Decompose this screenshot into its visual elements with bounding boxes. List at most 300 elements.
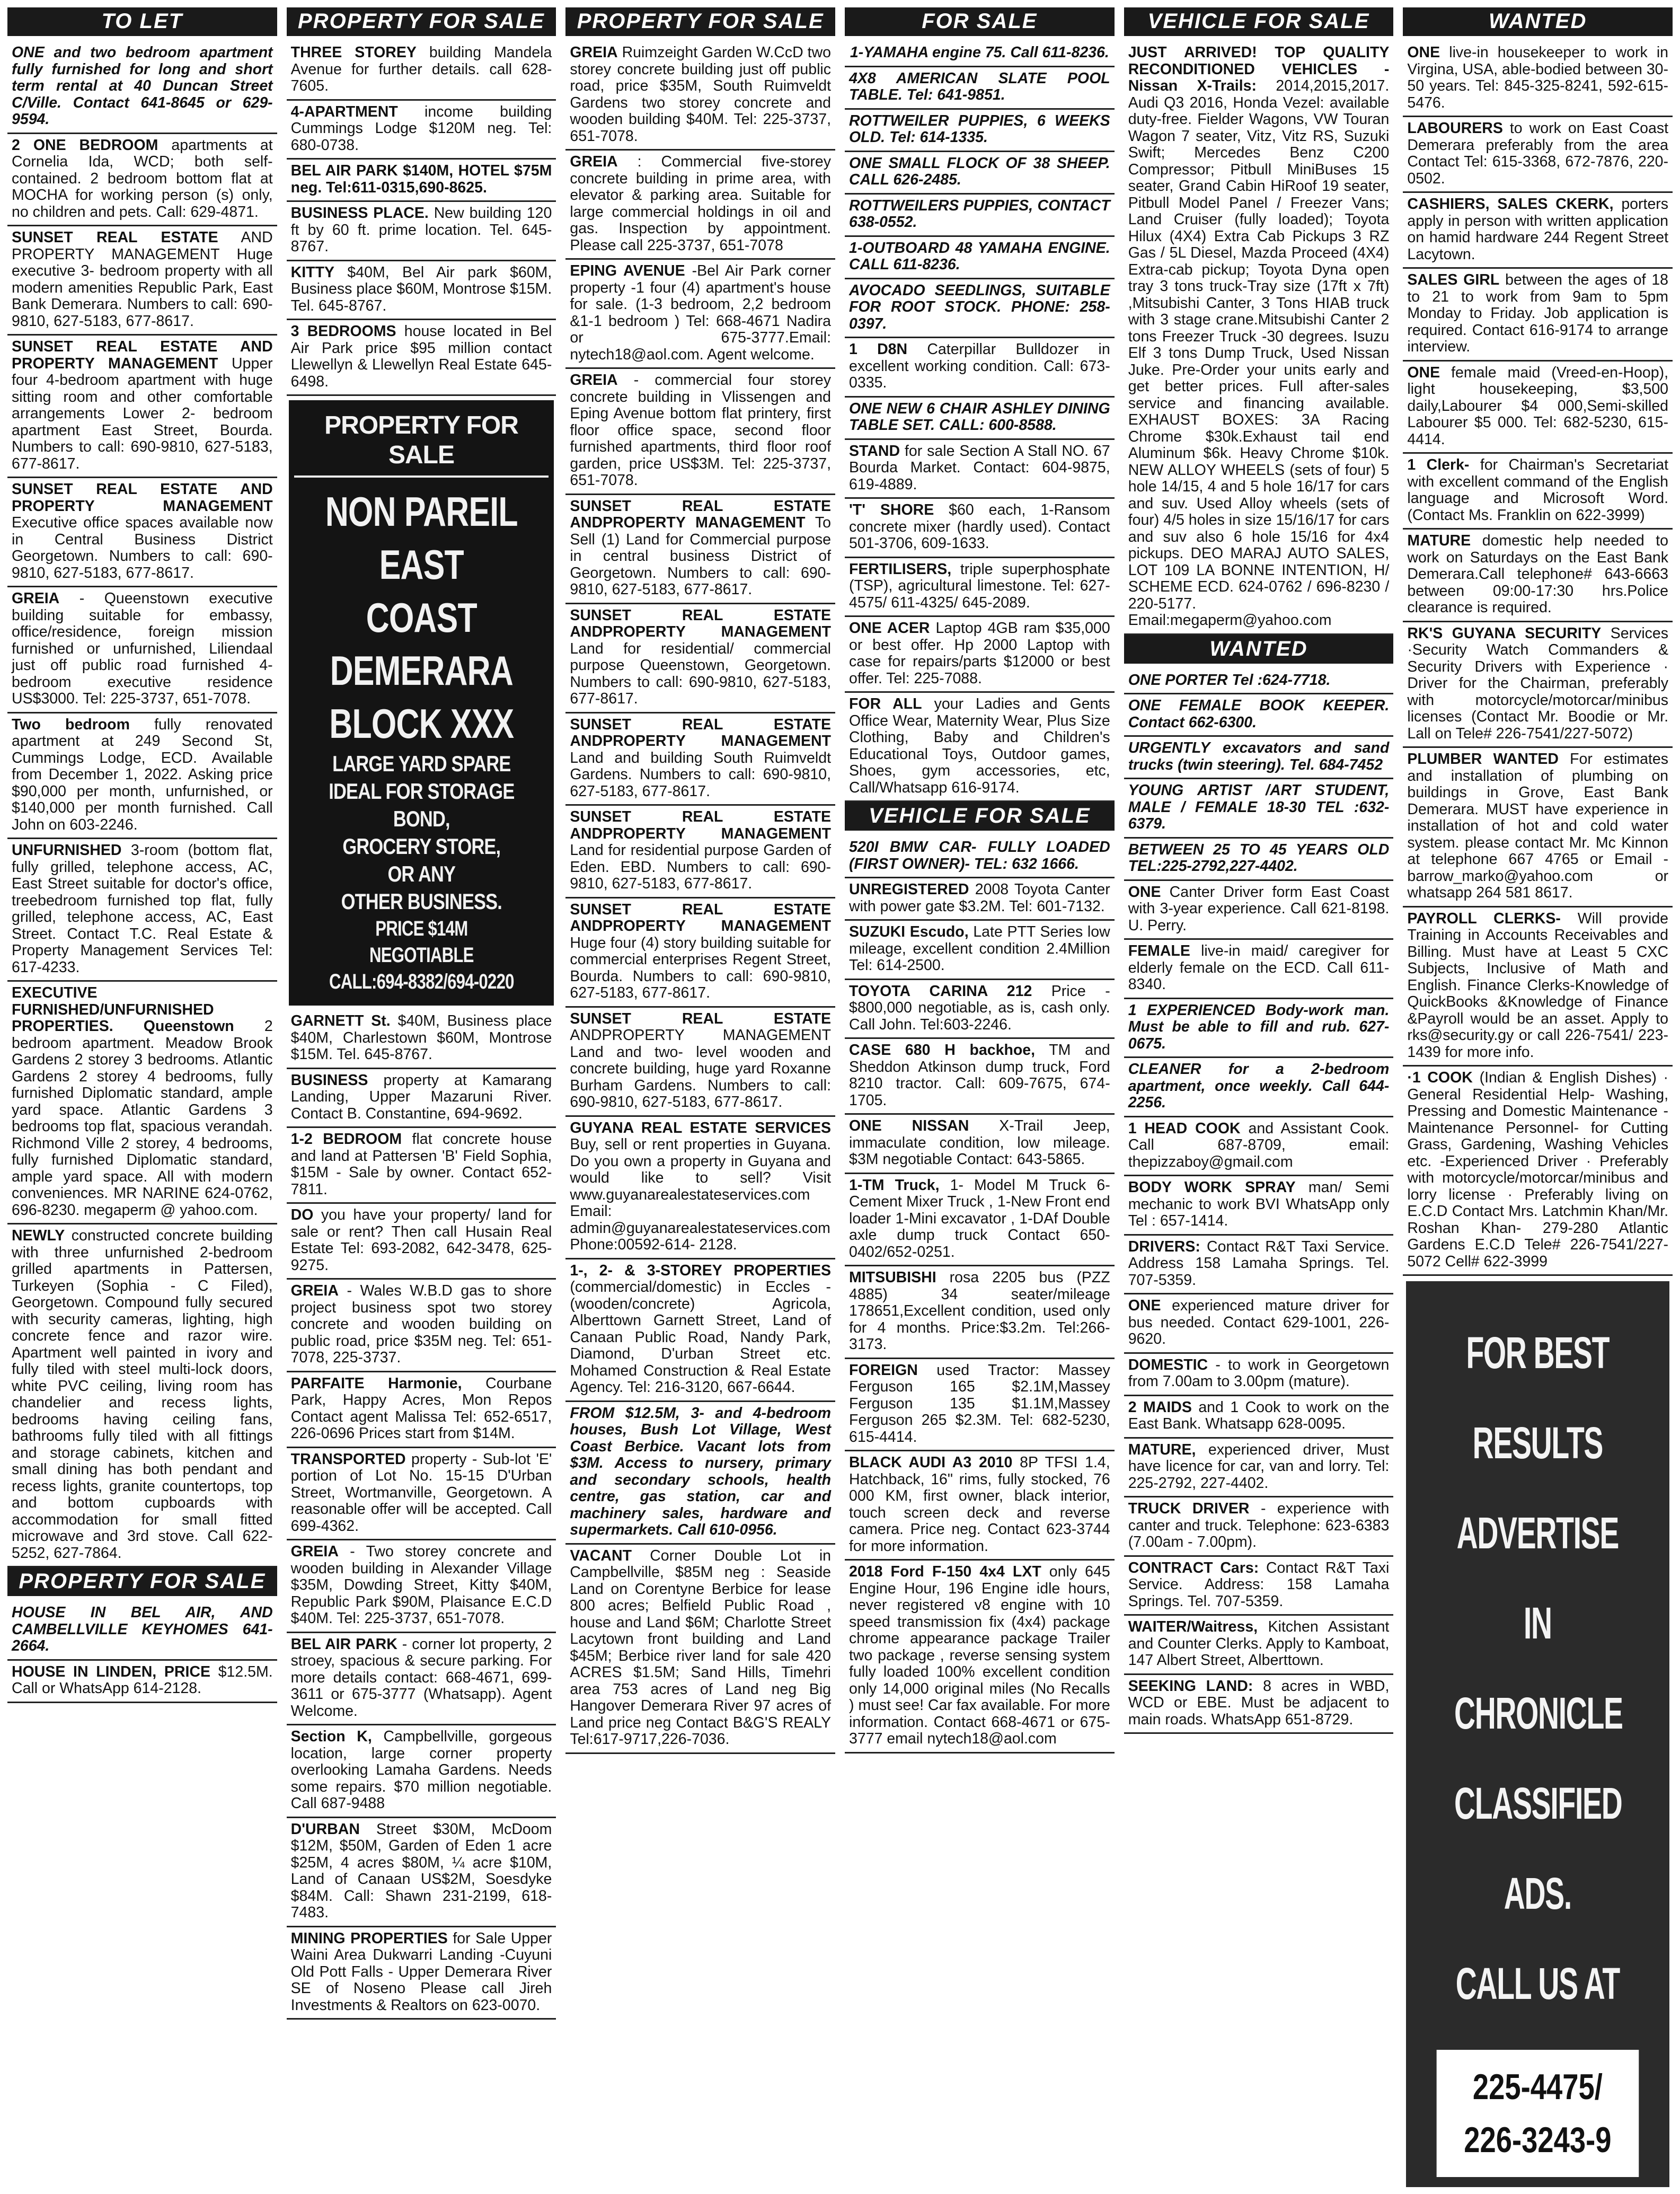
classified-ad — [7, 982, 277, 1224]
advert-line: CLASSIFIED ADS. — [1454, 1778, 1622, 1918]
classified-ad — [845, 1451, 1115, 1561]
ad-text: AND PROPERTY MANAGEMENT Huge executive 3- bedroom property with all modern amenities Republic Park, East Bank Demerara. Numbers to call: 690-9810, 627-5183, 677-8617. — [12, 229, 273, 330]
ad-text: Price - $800,000 negotiable, as is, cash only. Call John. Tel:603-2246. — [849, 982, 1110, 1033]
classified-ad — [1124, 1058, 1394, 1117]
classified-ad — [287, 1128, 556, 1204]
ad-text: - commercial four storey concrete building in Vlissengen and Eping Avenue bottom flat printery, first floor office space, second floor furnished apartments, third floor roof garden, price US$3M. Tel: 225-3737, 651-7078. — [570, 372, 832, 489]
ad-text: URGENTLY excavators and sand trucks (twin steering). Tel. 684-7452 — [1128, 739, 1390, 773]
ad-lead: GREIA — [570, 153, 618, 170]
ad-lead: SALES GIRL — [1407, 271, 1500, 288]
classified-ad — [565, 898, 835, 1008]
ad-text: experienced driver, Must have licence for car, van and lorry. Tel: 225-2792, 227-4402. — [1128, 1441, 1390, 1492]
advert-line: CALL US AT — [1456, 1959, 1620, 2008]
ad-text: ROTTWEILERS PUPPIES, CONTACT 638-0552. — [849, 197, 1110, 231]
classified-ad — [1124, 737, 1394, 779]
ad-lead: SUNSET REAL ESTATE — [570, 1010, 832, 1027]
classified-ad — [565, 260, 835, 369]
display-ad-line: DEMERARA — [330, 647, 513, 694]
classified-ad — [845, 1115, 1115, 1174]
ad-text: property at Kamarang Landing, Upper Mazaruni River. Contact B. Constantine, 694-9692. — [290, 1071, 552, 1122]
classified-ad — [565, 1008, 835, 1117]
classified-ad — [287, 41, 556, 101]
classified-ad — [845, 921, 1115, 980]
advert-phone — [1437, 2050, 1639, 2177]
classified-ad — [1403, 907, 1673, 1067]
section-heading: VEHICLE FOR SALE — [1124, 7, 1394, 36]
classified-ad — [287, 1633, 556, 1726]
ad-lead: BUSINESS PLACE. — [290, 205, 429, 222]
ad-text: and 1 Cook to work on the East Bank. Whatsapp 628-0095. — [1128, 1398, 1390, 1432]
display-ad-price: PRICE $14M NEGOTIABLE — [369, 917, 474, 967]
classified-ad — [565, 41, 835, 151]
ad-lead: FEMALE — [1128, 942, 1190, 959]
classified-ad — [845, 980, 1115, 1039]
classified-ad — [1124, 1354, 1394, 1396]
classified-ad — [1403, 748, 1673, 907]
section-heading: PROPERTY FOR SALE — [287, 7, 556, 36]
ad-text: AVOCADO SEEDLINGS, SUITABLE FOR ROOT STOCK. PHONE: 258-0397. — [849, 281, 1110, 332]
ad-text: $40M, Bel Air park $60M, Business place $60M, Montrose $15M. Tel. 645-8767. — [290, 263, 552, 314]
ad-text: you have your property/ land for sale or rent? Then call Husain Real Estate Tel: 693-2082, 642-3478, 625-9275. — [290, 1206, 552, 1274]
ad-lead: 1 Clerk- — [1407, 456, 1470, 473]
ad-text: constructed concrete building with three unfurnished 2-bedroom grilled apartments in Pattersen, Turkeyen (Sophia - C Filed), Georgetown. Compound fully secured with security cameras, lighting, high concrete fence and razor wire. Apartment well painted in ivory and fully tiled with steel multi-lock doors, white PVC ceiling, living room has chandelier and recess lights, bedrooms having ceiling fans, bathrooms fully tiled with all fittings and storage cabinets, kitchen and small dining has both pendant and recess lights, granite countertops, top and bottom cupboards with accommodation for small fitted microwave and 3rd stove. Call 622-5252, 627-7864. — [12, 1227, 273, 1562]
classified-ad — [565, 1545, 835, 1754]
ad-lead: D'URBAN — [290, 1820, 360, 1838]
ad-lead: VACANT — [570, 1547, 632, 1564]
ad-text: only 645 Engine Hour, 196 Engine idle hours, never registered v8 engine with 10 speed transmission fix (4x4) package chrome appearance package Trailer two package , reverse sensing system fully loaded 100% excellent condition only 14,000 original miles (No Recalls ) must see! Car fax available. For more information. Contact 668-4671 or 675-3777 email nytech18@aol.com — [849, 1563, 1110, 1747]
classified-ad — [845, 279, 1115, 339]
ad-lead: SEEKING LAND: — [1128, 1677, 1253, 1695]
classified-ad — [7, 478, 277, 587]
display-ad-sub: IDEAL FOR STORAGE — [328, 779, 515, 804]
classified-ad — [1124, 1117, 1394, 1177]
classified-ad — [845, 499, 1115, 558]
classified-ad — [1124, 1557, 1394, 1616]
ad-text: - Queenstown executive building suitable for embassy, office/residence, foreign mission furnished or unfurnished, Liliendaal just off public road furnished 4-bedroom executive residence US$3000. Tel: 225-3737, 651-7078. — [12, 590, 273, 707]
ad-lead: PAYROLL CLERKS- — [1407, 910, 1561, 927]
classified-ad — [845, 67, 1115, 110]
ad-text: ONE and two bedroom apartment fully furnished for long and short term rental at 40 Duncan Street C/Ville. Contact 641-8645 or 629-9594. — [12, 44, 273, 128]
classified-ad — [7, 226, 277, 336]
ad-text: Street $30M, McDoom $12M, $50M, Garden of Eden 1 acre $25M, 4 acres $80M, ¼ acre $10M, Land of Canaan US$2M, Soesdyke $84M. Call: Shawn 231-2199, 618-7483. — [290, 1820, 552, 1921]
classified-ad — [1403, 362, 1673, 454]
classified-ad — [845, 1174, 1115, 1267]
classified-ad — [7, 713, 277, 840]
ad-text: Laptop 4GB ram $35,000 or best offer. Hp 2000 Laptop with case for repairs/parts $12000 or best offer. Tel: 225-7088. — [849, 620, 1110, 687]
classified-ad — [845, 237, 1115, 279]
classified-ad — [287, 1448, 556, 1541]
ad-lead: SUNSET REAL ESTATE ANDPROPERTY MANAGEMENT — [570, 716, 832, 750]
classified-ad — [1124, 694, 1394, 737]
ad-text: for sale Section A Stall NO. 67 Bourda Market. Contact: 604-9875, 619-4889. — [849, 442, 1110, 493]
ad-lead: 'T' SHORE — [849, 501, 934, 518]
ad-text: used Tractor: Massey Ferguson 165 $2.1M,Massey Ferguson 135 $1.1M,Massey Ferguson 265 $2.3M. Tel: 682-5230, 615-4414. — [849, 1361, 1110, 1446]
ad-lead: GARNETT St. — [290, 1012, 391, 1029]
ad-lead: ONE — [1128, 883, 1161, 901]
ad-lead: GUYANA REAL ESTATE SERVICES — [570, 1119, 832, 1136]
classified-ad — [845, 195, 1115, 237]
ad-text: Upper four 4-bedroom apartment with huge sitting room and other comfortable arrangements Lower 2- bedroom apartment East Street, Bourda. Numbers to call: 690-9810, 627-5183, 677-8617. — [12, 355, 273, 472]
ad-text: 1- Model M Truck 6-Cement Mixer Truck , 1-New Front end loader 1-Mini excavator , 1-DAf Double axle dump truck Contact 650-0402/652-0251. — [849, 1176, 1110, 1261]
ad-text: 4X8 AMERICAN SLATE POOL TABLE. Tel: 641-9851. — [849, 69, 1110, 103]
ad-lead: MATURE, — [1128, 1441, 1196, 1458]
section-heading: PROPERTY FOR SALE — [565, 7, 835, 36]
ad-lead: CASHIERS, SALES CKERK, — [1407, 196, 1614, 213]
ad-lead: Section K, — [290, 1728, 372, 1745]
ad-text: $40M, Business place $40M, Charlestown $60M, Montrose $15M. Tel. 645-8767. — [290, 1012, 552, 1063]
classified-ad — [1403, 269, 1673, 362]
classified-ad — [1124, 779, 1394, 839]
ad-text: CLEANER for a 2-bedroom apartment, once weekly. Call 644-2256. — [1128, 1061, 1390, 1111]
classified-ad — [7, 41, 277, 134]
classified-ad — [287, 1280, 556, 1372]
column-property-for-sale-2 — [565, 7, 835, 2187]
ad-text: 2008 Toyota Canter with power gate $3.2M. Tel: 601-7132. — [849, 881, 1110, 915]
classified-ad — [1124, 839, 1394, 881]
ad-lead: GREIA — [570, 372, 618, 389]
ad-text: Campbellville, gorgeous location, large corner property overlooking Lamaha Gardens. Needs some repairs. $70 million negotiable. Call 687-9488 — [290, 1728, 552, 1812]
ad-lead: DO — [290, 1206, 314, 1223]
classified-ad — [565, 1117, 835, 1259]
ad-lead: BLACK AUDI A3 2010 — [849, 1454, 1013, 1471]
classified-ad — [845, 152, 1115, 195]
ad-text: - experience with canter and truck. Telephone: 623-6383 (7.00am - 7.00pm). — [1128, 1500, 1390, 1550]
ad-lead: 2 ONE BEDROOM — [12, 136, 158, 154]
display-ad-line: NON PAREIL — [325, 488, 518, 535]
classified-ad — [1124, 1396, 1394, 1439]
ad-lead: BUSINESS — [290, 1071, 368, 1089]
ad-lead: SUNSET REAL ESTATE ANDPROPERTY MANAGEMENT — [570, 808, 832, 842]
ad-lead: 4-APARTMENT — [290, 103, 398, 120]
ad-lead: 1 D8N — [849, 341, 908, 358]
ad-lead: JUST ARRIVED! TOP QUALITY RECONDITIONED VEHICLES - Nissan X-Trails: — [1128, 44, 1390, 94]
ad-text: To Sell (1) Land for Commercial purpose in central business District of Georgetown. Numbers to call: 690-9810, 627-5183, 677-8617. — [570, 514, 832, 598]
ad-text: : Commercial five-storey concrete building in prime area, with elevator & parking area. Suitable for large commercial holdings in oil and gas. Inspection by appointment. Please call 225-3737, 651-7078 — [570, 153, 832, 254]
classified-ad — [1403, 193, 1673, 269]
property-display-ad — [289, 400, 554, 1006]
classified-ad — [287, 1372, 556, 1448]
classified-ad — [287, 1010, 556, 1069]
ad-text: ANDPROPERTY MANAGEMENT Land and two- level wooden and concrete building, huge yard Roxanne Burham Gardens. Numbers to call: 690-9810, 627-5183, 677-8617. — [570, 1027, 832, 1111]
ad-lead: ONE — [1407, 364, 1440, 381]
classified-ad — [287, 1069, 556, 1129]
ad-text: $12.5M. Call or WhatsApp 614-2128. — [12, 1663, 273, 1697]
classified-ad — [845, 878, 1115, 921]
classified-ad — [1124, 940, 1394, 999]
classified-ad — [287, 202, 556, 261]
ad-lead: ONE NISSAN — [849, 1117, 969, 1134]
ad-text: 520I BMW CAR- FULLY LOADED (FIRST OWNER)- TEL: 632 1666. — [849, 839, 1110, 873]
ad-text: 2 bedroom apartment. Meadow Brook Gardens 2 storey 3 bedrooms. Atlantic Gardens 2 storey 4 bedrooms, fully furnished Diplomatic standard, ample yard space. Atlantic Gardens 3 bedrooms top flat, spacious verandah. Richmond Ville 2 storey, 4 bedrooms, fully furnished Diplomatic standard, ample yard space. All with modern conveniences. MR NARINE 624-0762, 696-8230. megaperm @ yahoo.com. — [12, 1018, 273, 1219]
column-wanted — [1403, 7, 1673, 2187]
ad-text: Executive office spaces available now in Central Business District Georgetown. Numbers to call: 690-9810, 627-5183, 677-8617. — [12, 514, 273, 581]
classified-ad — [287, 1204, 556, 1280]
ad-lead: RK'S GUYANA SECURITY — [1407, 624, 1602, 642]
display-ad-line: EAST COAST — [366, 541, 477, 641]
ad-lead: SUZUKI Escudo, — [849, 923, 969, 940]
ad-text: female maid (Vreed-en-Hoop), light housekeeping, $3,500 daily,Labourer $4 000,Semi-skilled Labourer $5 000. Tel: 682-5230, 615-4414. — [1407, 364, 1669, 448]
ad-text: ONE SMALL FLOCK OF 38 SHEEP. CALL 626-2485. — [849, 154, 1110, 188]
ad-text: 1 EXPERIENCED Body-work man. Must be able to fill and rub. 627-0675. — [1128, 1001, 1390, 1052]
classified-ad — [1124, 1616, 1394, 1675]
chronicle-advert — [1406, 1281, 1669, 2187]
ad-lead: PARFAITE Harmonie, — [290, 1374, 462, 1392]
classified-ad — [7, 134, 277, 227]
ad-text: porters apply in person with written application on hamid hardware 244 Regent Street Lacytown. — [1407, 196, 1669, 263]
ad-lead: HOUSE IN LINDEN, PRICE — [12, 1663, 210, 1680]
classified-ad — [287, 1540, 556, 1633]
ad-text: HOUSE IN BEL AIR, AND CAMBELLVILLE KEYHOMES 641-2664. — [12, 1604, 273, 1654]
ad-text: property - Sub-lot 'E' portion of Lot No. 15-15 D'Urban Street, Wortmanville, Georgetown. A reasonable offer will be accepted. Call 699-4362. — [290, 1450, 552, 1535]
ad-lead: 2 MAIDS — [1128, 1398, 1192, 1416]
display-ad-sub: OTHER BUSINESS. — [341, 889, 502, 914]
ad-text: 8P TFSI 1.4, Hatchback, 16" rims, fully stocked, 76 000 KM, first owner, black interior, touch screen deck and reverse camera. Price neg. Contact 623-3744 for more information. — [849, 1454, 1110, 1555]
ad-text: between the ages of 18 to 21 to work from 9am to 5pm Monday to Friday. Job application is required. Contact 616-9174 to arrange interview. — [1407, 271, 1669, 355]
classified-ad — [845, 398, 1115, 440]
classified-ad — [1403, 41, 1673, 117]
ad-text: For estimates and installation of plumbing on buildings in Grove, East Bank Demerara. MUST have experience in installation of hot and cold water system. please contact Mr. Mc Kinnon at telephone 667 4765 or Email - barrow_marko@yahoo.com or whatsapp 264 581 8617. — [1407, 751, 1669, 901]
ad-text: Ruimzeight Garden W.CcD two storey concrete building just off public road, price $35M, South Ruimveldt Gardens two storey concrete and wooden building $40M. Tel: 225-3737, 651-7078. — [570, 44, 832, 145]
classified-ad — [845, 617, 1115, 693]
section-heading: PROPERTY FOR SALE — [7, 1567, 277, 1596]
classified-ad — [1124, 1176, 1394, 1236]
ad-lead: TRUCK DRIVER — [1128, 1500, 1250, 1517]
classified-ad — [1124, 1675, 1394, 1734]
classified-ad — [845, 1039, 1115, 1115]
ad-lead: FOREIGN — [849, 1361, 918, 1379]
ad-lead: GREIA — [290, 1543, 339, 1560]
ad-text: experienced mature driver for bus needed. Contact 629-1001, 226-9620. — [1128, 1297, 1390, 1347]
ad-lead: 1-TM Truck, — [849, 1176, 940, 1194]
ad-text: Buy, sell or rent properties in Guyana. Do you own a property in Guyana and would like to sell? Visit www.guyanarealestateservices.com Email: admin@guyanarealestateservices.com Phone:00592-614- 2128. — [570, 1136, 832, 1253]
classified-ad — [845, 440, 1115, 499]
classified-ad — [565, 151, 835, 260]
ad-lead: KITTY — [290, 263, 334, 281]
ad-lead: ONE — [1128, 1297, 1161, 1314]
ad-text: ONE NEW 6 CHAIR ASHLEY DINING TABLE SET. CALL: 600-8588. — [849, 400, 1110, 434]
classified-ad — [565, 495, 835, 604]
ad-text: Land for residential/ commercial purpose Queenstown, Georgetown. Numbers to call: 690-9810, 627-5183, 677-8617. — [570, 640, 832, 707]
ad-lead: NEWLY — [12, 1227, 65, 1244]
section-heading: WANTED — [1124, 635, 1394, 664]
ad-lead: CONTRACT Cars: — [1128, 1559, 1259, 1576]
ad-text: 3-room (bottom flat, fully grilled, telephone access, AC, East Street suitable for doctor's office, treebedroom furnished top flat, fully grilled, telephone access, AC, East Street. Contact T.C. Real Estate & Property Management Services Tel: 617-4233. — [12, 842, 273, 976]
ad-text: ONE FEMALE BOOK KEEPER. Contact 662-6300. — [1128, 697, 1390, 731]
ad-text: Late PTT Series low mileage, excellent condition 2.4Million Tel: 614-2500. — [849, 923, 1110, 974]
ad-lead: SUNSET REAL ESTATE ANDPROPERTY MANAGEMENT — [570, 901, 832, 935]
display-ad-call: CALL:694-8382/694-0220 — [329, 970, 514, 993]
ad-text: for Chairman's Secretariat with excellent command of the English language and Microsoft Word. (Contact Ms. Franklin on 622-3999) — [1407, 456, 1669, 524]
column-to-let — [7, 7, 277, 2187]
ad-text: Corner Double Lot in Campbellville, $85M neg : Seaside Land on Corentyne Berbice for lease 800 acres; Belfield Public Road , house and Land $6M; Charlotte Street Lacytown front building and Land $45M; Berbice river land for sale 420 ACRES $1.5M; Sand Hills, Timehri area 753 acres of Land neg Big Hangover Demerara River 97 acres of Land price neg Contact B&G'S REALY Tel:617-9717,226-7036. — [570, 1547, 832, 1748]
ad-text: house located in Bel Air Park price $95 million contact Llewellyn & Llewellyn Real Estate 645-6498. — [290, 323, 552, 390]
ad-text: ONE PORTER Tel :624-7718. — [1128, 671, 1331, 689]
ad-text: your Ladies and Gents Office Wear, Maternity Wear, Plus Size Clothing, Baby and Children's Educational Toys, Outdoor games, Shoes, gym accessories, etc, Call/Whatsapp 616-9174. — [849, 695, 1110, 796]
section-heading: WANTED — [1403, 7, 1673, 36]
ad-lead: EXECUTIVE FURNISHED/UNFURNISHED PROPERTIES. Queenstown — [12, 984, 234, 1035]
classified-ad — [1124, 999, 1394, 1059]
ad-text: Canter Driver form East Coast with 3-year experience. Call 621-8198. U. Perry. — [1128, 883, 1390, 934]
ad-text: apartments at Cornelia Ida, WCD; both self-contained. 2 bedroom bottom flat at MOCHA for working person (s) only, no children and pets. Call: 629-4871. — [12, 136, 273, 221]
advert-line: IN CHRONICLE — [1454, 1598, 1623, 1738]
ad-lead: GREIA — [12, 590, 60, 607]
classified-ad — [845, 41, 1115, 67]
column-property-for-sale-1 — [287, 7, 556, 2187]
ad-lead: MINING PROPERTIES — [290, 1929, 448, 1947]
ad-text: TM and Sheddon Atkinson dump truck, Ford 8210 tractor. Call: 609-7675, 674-1705. — [849, 1042, 1110, 1109]
ad-lead: FERTILISERS, — [849, 560, 952, 578]
ad-text: (Indian & English Dishes) · General Residential Help- Washing, Pressing and Domestic Maintenance - Maintenance Personnel- for Cutting Grass, Gardening, Washing Vehicles etc. -Experienced Driver · Preferably with motorcycle/motorcar/minibus and lorry license · Preferably living on E.C.D Contact Mrs. Latchmin Khan/Mr. Roshan Khan- 279-280 Atlantic Gardens E.C.D Tele# 226-7541/227-5072 Cell# 622-3999 — [1407, 1069, 1669, 1270]
classified-ad — [845, 110, 1115, 152]
ad-lead: 1-2 BEDROOM — [290, 1131, 402, 1148]
classified-ad — [565, 604, 835, 713]
classified-ad — [845, 1359, 1115, 1452]
classified-ad — [565, 806, 835, 898]
ad-text: to work on East Coast Demerara preferably from the area Contact Tel: 615-3368, 672-7876, 220-0502. — [1407, 120, 1669, 187]
display-ad-line: BLOCK XXX — [329, 700, 514, 747]
section-heading: TO LET — [7, 7, 277, 36]
ad-text: Huge four (4) story building suitable for commercial enterprises Regent Street, Bourda. Numbers to call: 690-9810, 627-5183, 677-8617. — [570, 934, 832, 1001]
section-heading: VEHICLE FOR SALE — [845, 802, 1115, 831]
classified-ad — [7, 1661, 277, 1703]
classified-ad — [1124, 669, 1394, 695]
advert-phone-2: 226-3243-9 — [1464, 2120, 1612, 2160]
classified-ad — [287, 261, 556, 321]
classified-ad — [565, 1402, 835, 1545]
classified-ad — [845, 558, 1115, 618]
ad-text: New building 120 ft by 60 ft. prime location. Tel. 645-8767. — [290, 205, 552, 255]
column-for-sale — [845, 7, 1115, 2187]
ad-text: - Wales W.B.D gas to shore project business spot two storey concrete and wooden building on public road, price $35M neg. Tel: 651-7078, 225-3737. — [290, 1282, 552, 1366]
classified-ad — [7, 839, 277, 982]
classified-ad — [565, 713, 835, 806]
ad-lead: MATURE — [1407, 532, 1471, 549]
classified-ad — [287, 101, 556, 160]
ad-lead: UNFURNISHED — [12, 842, 122, 859]
ad-lead: BEL AIR PARK — [290, 1635, 397, 1653]
column-vehicle-wanted — [1124, 7, 1394, 2187]
ad-lead: DOMESTIC — [1128, 1356, 1208, 1373]
ad-lead: MITSUBISHI — [849, 1269, 936, 1286]
ad-lead: 1-, 2- & 3-STOREY PROPERTIES — [570, 1262, 832, 1279]
classified-ad — [287, 1927, 556, 2020]
classified-ad — [7, 587, 277, 713]
classified-ad — [1124, 1439, 1394, 1498]
classified-ad — [565, 1259, 835, 1402]
ad-text: live-in maid/ caregiver for elderly female on the ECD. Call 611-8340. — [1128, 942, 1390, 993]
ad-lead: CASE 680 H backhoe, — [849, 1042, 1036, 1059]
ad-text: (commercial/domestic) in Eccles - (wooden/concrete) Agricola, Alberttown Garnett Street, Land of Canaan Public Road, Nandy Park, Diamond, D'urban Street etc. Mohamed Construction & Real Estate Agency. Tel: 216-3120, 667-6644. — [570, 1279, 832, 1396]
section-heading: FOR SALE — [845, 7, 1115, 36]
ad-text: 1-YAMAHA engine 75. Call 611-8236. — [850, 44, 1109, 61]
classified-ad — [7, 1224, 277, 1567]
ad-text: 1-OUTBOARD 48 YAMAHA ENGINE. CALL 611-8236. — [849, 239, 1110, 273]
ad-text: Contact R&T Taxi Service. Address 158 Lamaha Springs. Tel. 707-5359. — [1128, 1238, 1390, 1289]
classified-ad — [287, 160, 556, 202]
classified-ad — [1403, 1067, 1673, 1276]
ad-text: X-Trail Jeep, immaculate condition, low mileage. $3M negotiable Contact: 643-5865. — [849, 1117, 1110, 1168]
classified-ad — [845, 338, 1115, 398]
display-ad-header: PROPERTY FOR SALE — [294, 411, 549, 478]
classified-ad — [845, 1266, 1115, 1359]
ad-text: triple superphosphate (TSP), agricultural limestone. Tel: 627-4575/ 611-4325/ 645-2089. — [849, 560, 1110, 611]
ad-lead: BODY WORK SPRAY — [1128, 1179, 1296, 1196]
display-ad-sub: GROCERY STORE, — [342, 834, 500, 859]
ad-text: Will provide Training in Accounts Receivables and Billing. Must have at Least 5 CXC Subjects, Inclusive of Math and English. Finance Clerks-Knowledge of QuickBooks &Knowledge of Finance &Payroll would be an asset. Apply to rks@security.gy or call 226-7541/ 223-1439 for more info. — [1407, 910, 1669, 1061]
ad-text: YOUNG ARTIST /ART STUDENT, MALE / FEMALE 18-30 TEL :632-6379. — [1128, 782, 1390, 832]
ad-lead: Two bedroom — [12, 716, 130, 733]
advert-line: ADVERTISE — [1456, 1508, 1619, 1558]
classified-ad — [7, 1601, 277, 1661]
ad-lead: SUNSET REAL ESTATE ANDPROPERTY MANAGEMENT — [570, 606, 832, 640]
ad-lead: ONE ACER — [849, 620, 930, 637]
classified-ad — [1403, 530, 1673, 622]
ad-lead: STAND — [849, 442, 900, 460]
classified-ad — [1124, 1497, 1394, 1557]
classified-ad — [1124, 41, 1394, 635]
ad-lead: BEL AIR PARK $140M, HOTEL $75M neg. Tel:611-0315,690-8625. — [290, 162, 552, 196]
ad-text: and Assistant Cook. Call 687-8709, email: thepizzaboy@gmail.com — [1128, 1120, 1390, 1170]
ad-text: - to work in Georgetown from 7.00am to 3.00pm (mature). — [1128, 1356, 1390, 1390]
ad-lead: LABOURERS — [1407, 120, 1503, 137]
classified-page — [7, 7, 1673, 2187]
ad-lead: WAITER/Waitress, — [1128, 1618, 1258, 1635]
ad-text: Land and building South Ruimveldt Gardens. Numbers to call: 690-9810, 627-5183, 677-8617. — [570, 749, 832, 800]
classified-ad — [287, 320, 556, 396]
ad-text: ROTTWEILER PUPPIES, 6 WEEKS OLD. Tel: 614-1335. — [849, 112, 1110, 146]
ad-text: $60 each, 1-Ransom concrete mixer (hardly used). Contact 501-3706, 609-1633. — [849, 501, 1110, 552]
ad-lead: TOYOTA CARINA 212 — [849, 982, 1032, 1000]
ad-text: -Bel Air Park corner property -1 four (4) apartment's house for sale. (1-3 bedroom, 2,2 bedroom &1-1 bedroom ) Tel: 668-4671 Nadira or 675-3777.Email: nytech18@aol.com. Agent welcome. — [570, 262, 832, 363]
ad-text: Caterpillar Bulldozer in excellent working condition. Call: 673-0335. — [849, 341, 1110, 391]
ad-text: FROM $12.5M, 3- and 4-bedroom houses, Bush Lot Village, West Coast Berbice. Vacant lots from $3M. Access to nursery, primary and secondary schools, health centre, gas station, car and machinery sales, hardware and supermarkets. Call 610-0956. — [570, 1404, 832, 1538]
ad-text: Contact R&T Taxi Service. Address: 158 Lamaha Springs. Tel. 707-5359. — [1128, 1559, 1390, 1610]
ad-text: man/ Semi mechanic to work BVI WhatsApp only Tel : 657-1414. — [1128, 1179, 1390, 1229]
classified-ad — [1124, 1236, 1394, 1295]
ad-lead: FOR ALL — [849, 695, 922, 712]
advert-phone-1: 225-4475/ — [1473, 2067, 1603, 2107]
ad-text: Land for residential purpose Garden of Eden. EBD. Numbers to call: 690-9810, 627-5183, 677-8617. — [570, 842, 832, 892]
ad-text: rosa 2205 bus (PZZ 4885) 34 seater/mileage 178651,Excellent condition, used only for 4 months. Price:$3.2m. Tel:266-3173. — [849, 1269, 1110, 1353]
ad-text: 8 acres in WBD, WCD or EBE. Must be adjacent to main roads. WhatsApp 651-8729. — [1128, 1677, 1390, 1728]
display-ad-sub: BOND, — [393, 806, 450, 831]
ad-lead: THREE STOREY — [290, 44, 417, 61]
ad-text: Courbane Park, Happy Acres, Mon Repos Contact agent Malissa Tel: 652-6517, 226-0696 Prices start from $14M. — [290, 1374, 552, 1442]
ad-lead: 2018 Ford F-150 4x4 LXT — [849, 1563, 1041, 1580]
classified-ad — [287, 1725, 556, 1818]
ad-lead: 3 BEDROOMS — [290, 323, 396, 340]
ad-text: domestic help needed to work on Saturdays on the East Bank Demerara.Call telephone# 643-6663 between 09:00-17:30 hrs.Police clearance is required. — [1407, 532, 1669, 616]
ad-text: income building Cummings Lodge $120M neg. Tel: 680-0738. — [290, 103, 552, 154]
classified-ad — [1403, 622, 1673, 748]
ad-lead: EPING AVENUE — [570, 262, 685, 279]
classified-ad — [1403, 117, 1673, 193]
classified-ad — [7, 336, 277, 478]
classified-ad — [845, 836, 1115, 878]
classified-ad — [565, 369, 835, 495]
ad-text: for Sale Upper Waini Area Dukwarri Landing -Cuyuni Old Pott Falls - Upper Demerara River SE of Noseno Please call Jireh Investments & Realtors on 623-0070. — [290, 1929, 552, 2014]
classified-ad — [845, 693, 1115, 802]
ad-text: flat concrete house and land at Pattersen 'B' Field Sophia, $15M - Sale by owner. Contact 652-7811. — [290, 1131, 552, 1198]
ad-text: live-in housekeeper to work in Virgina, USA, able-bodied between 30-50 years. Tel: 845-325-8241, 592-615-5476. — [1407, 44, 1669, 111]
ad-lead: DRIVERS: — [1128, 1238, 1200, 1255]
ad-lead: 1 HEAD COOK — [1128, 1120, 1241, 1137]
ad-text: fully renovated apartment at 249 Second St, Cummings Lodge, ECD. Available from December 1, 2022. Asking price $90,000 per month, unfurnished, or $140,000 per month furnished. Call John on 603-2246. — [12, 716, 273, 833]
ad-text: building Mandela Avenue for further details. call 628-7605. — [290, 44, 552, 94]
ad-lead: GREIA — [570, 44, 618, 61]
display-ad-sub: LARGE YARD SPARE — [332, 751, 511, 776]
ad-lead: GREIA — [290, 1282, 339, 1299]
